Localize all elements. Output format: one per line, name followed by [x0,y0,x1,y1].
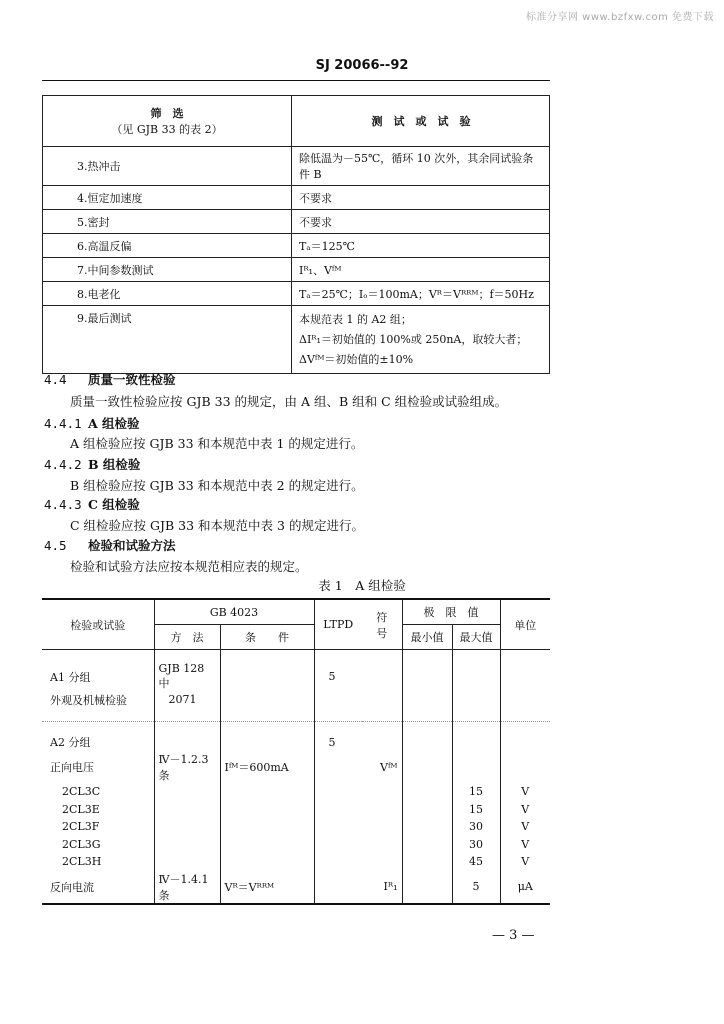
table-row [42,751,550,783]
table-caption: 表 1 A 组检验 [318,578,406,593]
test-name: 正向电压 [42,751,154,783]
screening-test: 不要求 [292,186,550,210]
unit-cell: V [500,801,550,819]
final-test-line: ΔVᶠᴹ＝初始值的±10% [299,353,414,366]
table-spacer [42,709,550,722]
screening-test: 除低温为－55℃，循环 10 次外，其余同试验条件 B [292,147,550,186]
section-number: 4.4.1 [44,416,82,431]
final-test-line: 本规范表 1 的 A2 组； [299,313,412,326]
model-name: 2CL3H [42,853,154,871]
col-header-condition: 条 件 [220,625,314,650]
screening-item: 8.电老化 [43,282,292,306]
final-test-line: ΔIᴿ₁＝初始值的 100%或 250nA，取较大者； [299,333,528,346]
condition-cell: Iᶠᴹ＝600mA [220,751,314,783]
col-header-method: 方 法 [154,625,220,650]
section-heading [44,495,140,513]
section-paragraph: 质量一致性检验应按 GJB 33 的规定，由 A 组、B 组和 C 组检验或试验组成。 [70,394,508,409]
table-row [43,210,550,234]
group-a-table [42,598,550,905]
section-title: 质量一致性检验 [87,372,176,387]
screening-item: 6.高温反偏 [43,234,292,258]
symbol-cell: Vᶠᴹ [362,751,402,783]
screening-item: 3.热冲击 [43,147,292,186]
section-number: 4.4.3 [44,497,82,512]
table-row [42,691,550,709]
method-cell: Ⅳ－1.4.1 条 [154,871,220,904]
table-row [42,801,550,819]
section-title: C 组检验 [87,497,140,512]
col-header-min: 最小值 [402,625,452,650]
table-row [43,258,550,282]
method-cell: Ⅳ－1.2.3 条 [154,751,220,783]
table-row [42,662,550,691]
model-name: 2CL3G [42,836,154,854]
screening-test: Iᴿ₁、Vᶠᴹ [292,258,550,282]
ltpd-cell: 5 [314,662,362,691]
max-value: 15 [452,801,500,819]
section-number: 4.4 [44,372,67,387]
screening-head-ref: （见 GJB 33 的表 2） [111,123,223,136]
screening-item: 5.密封 [43,210,292,234]
screening-table-header [43,96,550,147]
model-name: 2CL3E [42,801,154,819]
section-title: 检验和试验方法 [87,538,176,553]
group-label: A2 分组 [42,734,154,752]
col-header-max: 最大值 [452,625,500,650]
table-row [43,147,550,186]
col-header-item: 检验或试验 [42,599,154,650]
max-value: 30 [452,818,500,836]
final-test-cell [292,306,550,374]
table-row [42,836,550,854]
max-value: 30 [452,836,500,854]
table-row [42,871,550,904]
unit-cell: μA [500,871,550,904]
section-heading [44,370,176,388]
table-spacer [42,721,550,734]
table-header-row [42,599,550,625]
section-heading [44,455,140,473]
section-paragraph: 检验和试验方法应按本规范相应表的规定。 [70,559,308,574]
unit-cell: V [500,783,550,801]
section-heading [44,414,140,432]
table-row [42,783,550,801]
col-header-symbol: 符 号 [362,599,402,650]
document-code-header: SJ 20066--92 [315,58,409,73]
screening-head-left [43,96,292,147]
table-row [42,734,550,752]
section-paragraph: C 组检验应按 GJB 33 和本规范中表 3 的规定进行。 [70,518,364,533]
table-row [43,234,550,258]
screening-head-title: 筛 选 [150,107,184,120]
screening-test: Tₐ＝125℃ [292,234,550,258]
max-value: 5 [452,871,500,904]
section-heading [44,536,176,554]
symbol-cell: Iᴿ₁ [362,871,402,904]
table-row [43,306,550,374]
section-paragraph: B 组检验应按 GJB 33 和本规范中表 2 的规定进行。 [70,478,364,493]
screening-item: 4.恒定加速度 [43,186,292,210]
model-name: 2CL3F [42,818,154,836]
model-name: 2CL3C [42,783,154,801]
section-number: 4.4.2 [44,457,82,472]
col-header-gb: GB 4023 [154,599,314,625]
screening-test: 不要求 [292,210,550,234]
header-rule [42,80,550,81]
group-label: A1 分组 [42,662,154,691]
section-number: 4.5 [44,538,67,553]
method-cell: GJB 128 中 [154,662,220,691]
table-spacer [42,650,550,663]
screening-table [42,95,550,374]
section-title: B 组检验 [87,457,141,472]
test-name: 反向电流 [42,871,154,904]
screening-item: 9.最后测试 [43,306,292,374]
screening-head-right: 测 试 或 试 验 [292,96,550,147]
section-title: A 组检验 [87,416,140,431]
page-number: — 3 — [492,928,535,943]
screening-item: 7.中间参数测试 [43,258,292,282]
ltpd-cell: 5 [314,734,362,752]
col-header-limit: 极 限 值 [402,599,500,625]
max-value: 45 [452,853,500,871]
test-name: 外观及机械检验 [42,691,154,709]
col-header-unit: 单位 [500,599,550,650]
table-row [42,853,550,871]
max-value: 15 [452,783,500,801]
watermark: 标准分享网 www.bzfxw.com 免费下载 [526,12,714,23]
table-row [42,818,550,836]
unit-cell: V [500,818,550,836]
col-header-ltpd: LTPD [314,599,362,650]
unit-cell: V [500,853,550,871]
table-row [43,282,550,306]
screening-test: Tₐ＝25℃；Iₒ＝100mA；Vᴿ＝Vᴿᴿᴹ；f＝50Hz [292,282,550,306]
condition-cell: Vᴿ＝Vᴿᴿᴹ [220,871,314,904]
method-cell: 2071 [154,691,220,709]
unit-cell: V [500,836,550,854]
section-paragraph: A 组检验应按 GJB 33 和本规范中表 1 的规定进行。 [70,436,364,451]
table-row [43,186,550,210]
